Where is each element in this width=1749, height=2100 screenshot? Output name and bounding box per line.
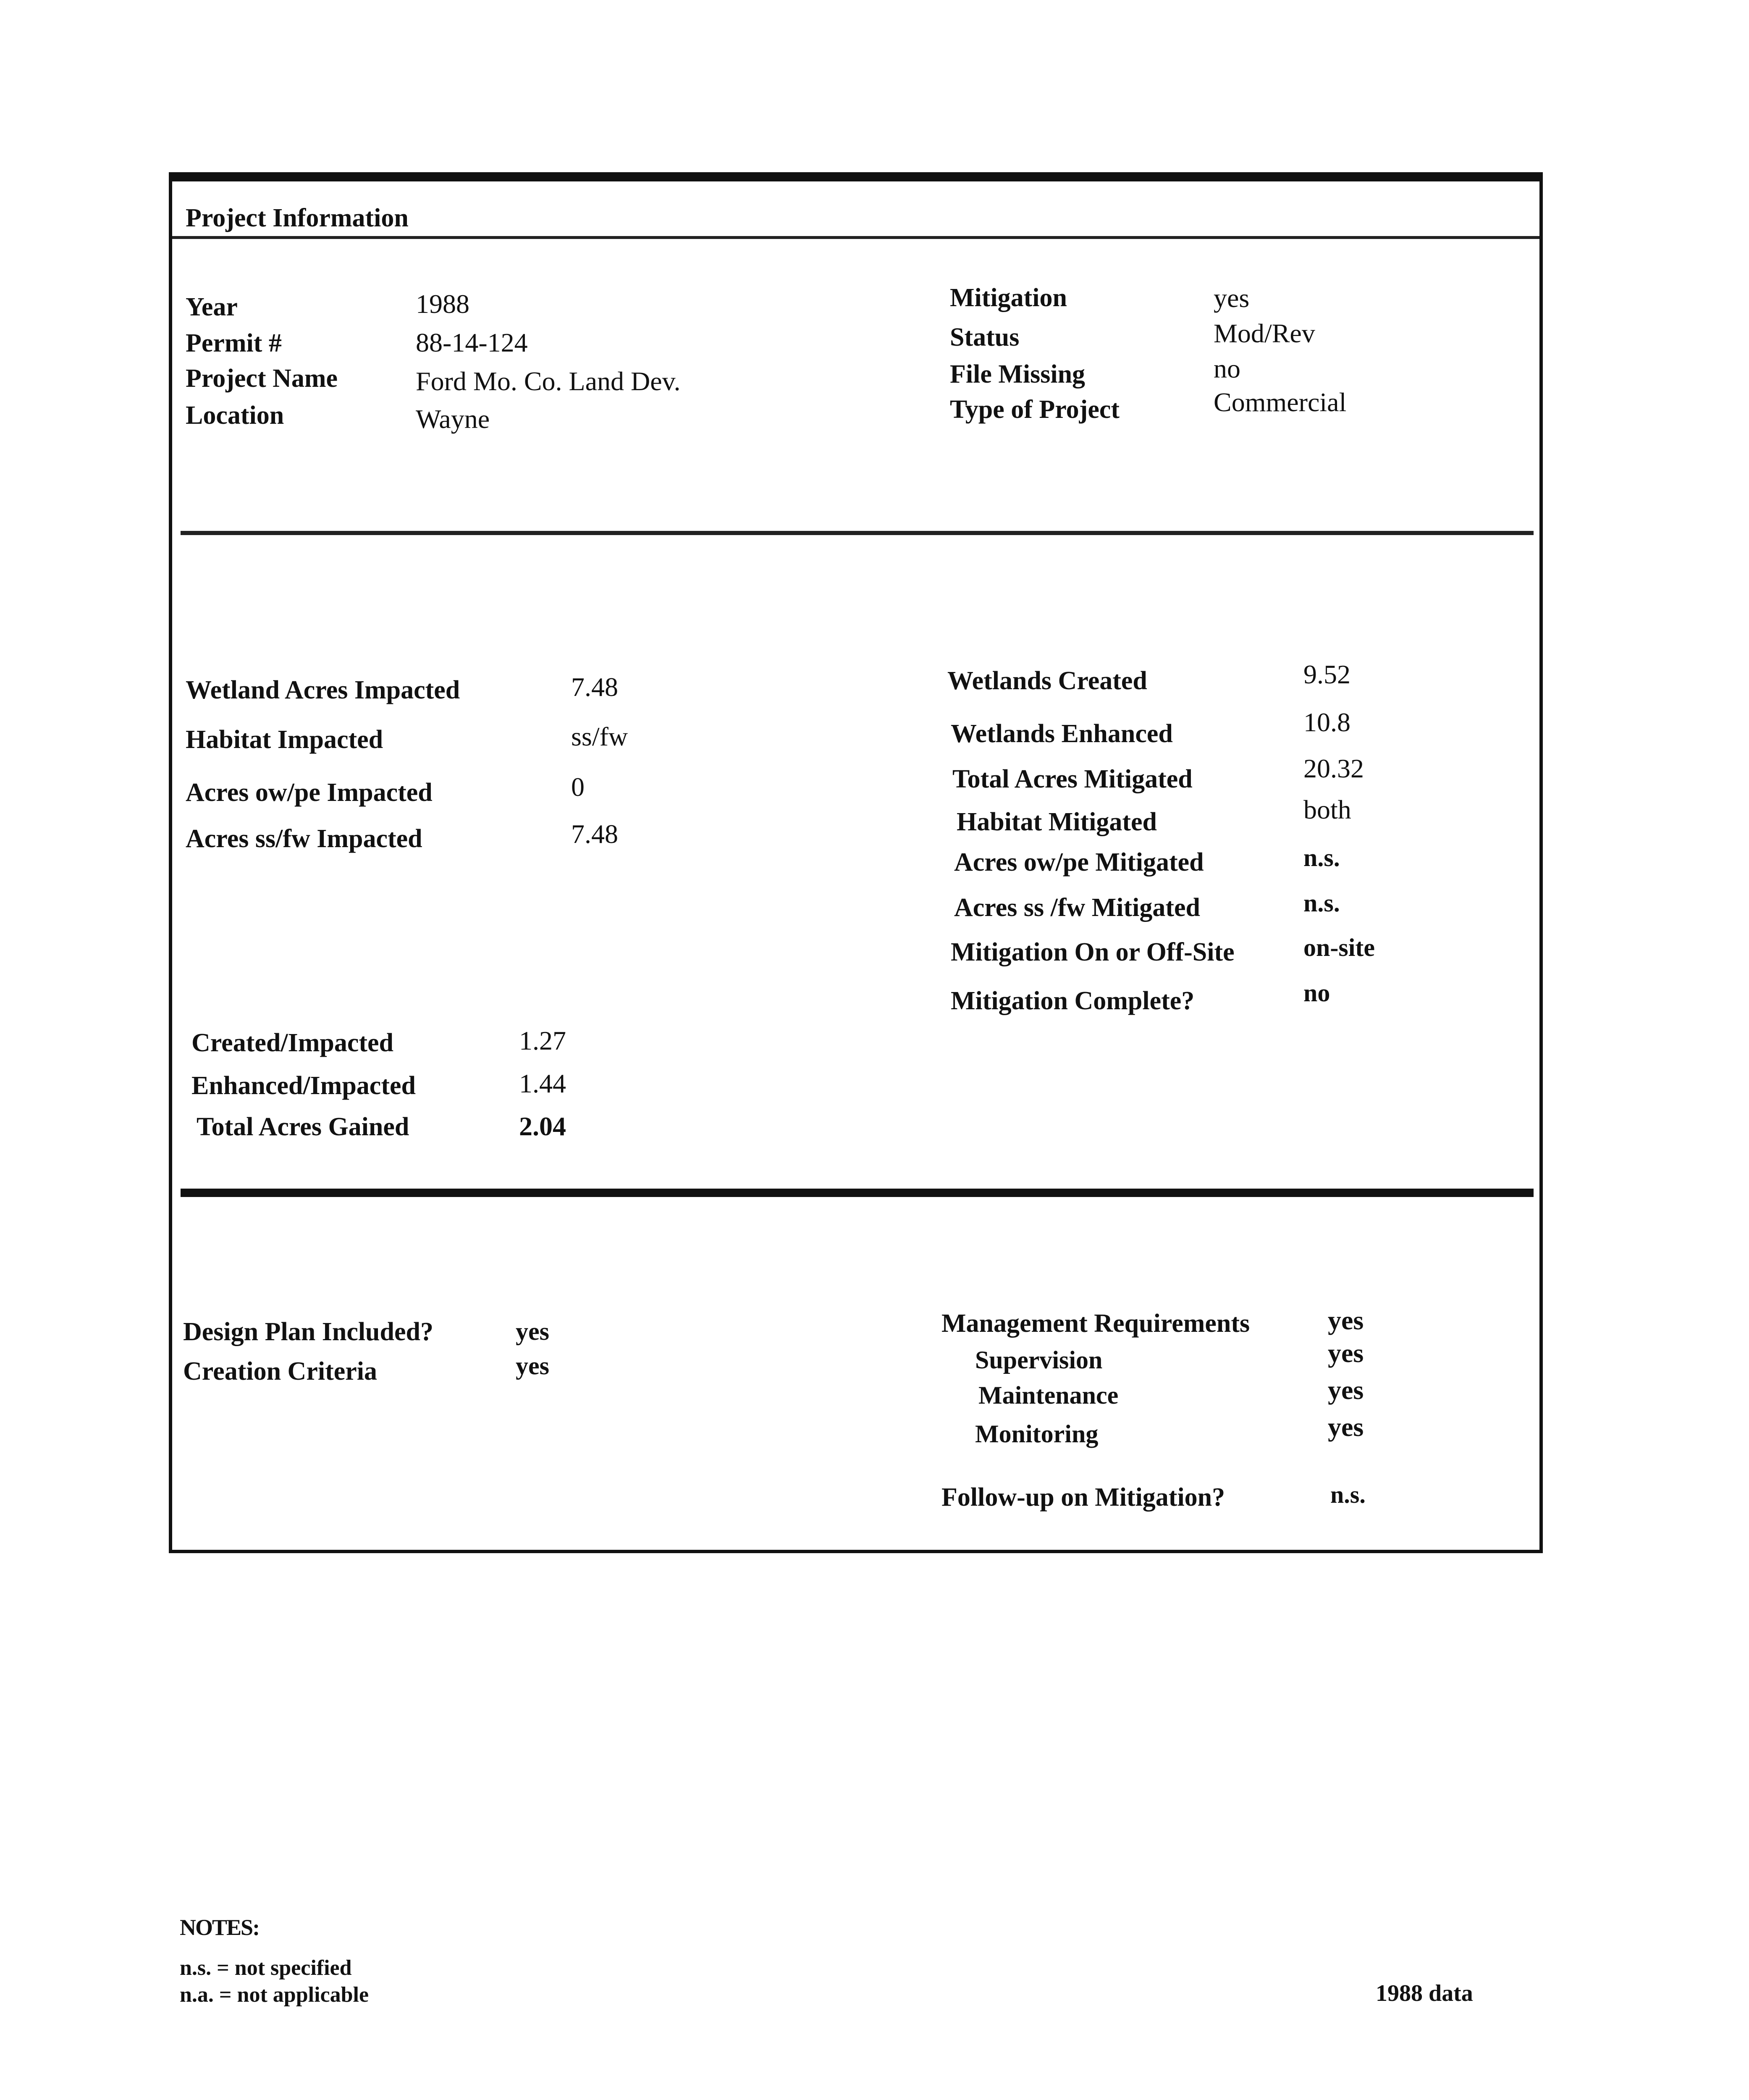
monitoring-label: Monitoring	[975, 1420, 1099, 1448]
acres-owpe-mitigated-label: Acres ow/pe Mitigated	[954, 848, 1204, 877]
total-acres-gained-label: Total Acres Gained	[197, 1113, 409, 1141]
wetlands-enhanced-value: 10.8	[1303, 707, 1350, 737]
habitat-impacted-value: ss/fw	[571, 722, 628, 751]
header-divider	[172, 236, 1539, 239]
year-label: Year	[186, 293, 238, 321]
enhanced-impacted-value: 1.44	[519, 1068, 566, 1098]
note-line-2: n.a. = not applicable	[180, 1983, 369, 2007]
file-missing-value: no	[1214, 354, 1240, 383]
wetlands-created-value: 9.52	[1303, 659, 1350, 689]
status-label: Status	[950, 323, 1020, 352]
acres-ssfw-impacted-label: Acres ss/fw Impacted	[186, 824, 422, 853]
wetlands-enhanced-label: Wetlands Enhanced	[951, 719, 1173, 748]
created-impacted-value: 1.27	[519, 1026, 566, 1055]
mitigation-value: yes	[1214, 283, 1250, 313]
permit-value: 88-14-124	[416, 328, 528, 357]
followup-label: Follow-up on Mitigation?	[941, 1483, 1225, 1512]
supervision-label: Supervision	[975, 1346, 1103, 1374]
management-value: yes	[1328, 1305, 1364, 1335]
permit-label: Permit #	[186, 329, 282, 357]
followup-value: n.s.	[1330, 1481, 1366, 1508]
mitigation-site-value: on-site	[1303, 934, 1375, 961]
status-value: Mod/Rev	[1214, 318, 1315, 348]
section-title: Project Information	[186, 204, 409, 232]
maintenance-label: Maintenance	[978, 1381, 1119, 1409]
section-divider-1	[181, 531, 1534, 535]
note-line-1: n.s. = not specified	[180, 1956, 352, 1980]
creation-criteria-value: yes	[516, 1352, 549, 1380]
supervision-value: yes	[1328, 1338, 1364, 1368]
mitigation-site-label: Mitigation On or Off-Site	[951, 938, 1235, 966]
acres-owpe-mitigated-value: n.s.	[1303, 844, 1340, 872]
project-name-label: Project Name	[186, 364, 338, 393]
mitigation-complete-label: Mitigation Complete?	[951, 987, 1195, 1015]
wetland-acres-impacted-label: Wetland Acres Impacted	[186, 676, 460, 704]
habitat-mitigated-value: both	[1303, 795, 1351, 824]
acres-owpe-impacted-value: 0	[571, 772, 585, 802]
creation-criteria-label: Creation Criteria	[183, 1357, 377, 1386]
file-missing-label: File Missing	[950, 360, 1086, 388]
design-plan-value: yes	[516, 1318, 549, 1345]
data-year: 1988 data	[1376, 1980, 1473, 2006]
acres-ssfw-mitigated-label: Acres ss /fw Mitigated	[954, 893, 1201, 922]
monitoring-value: yes	[1328, 1412, 1364, 1442]
mitigation-label: Mitigation	[950, 284, 1067, 312]
acres-ssfw-impacted-value: 7.48	[571, 819, 618, 849]
total-acres-mitigated-value: 20.32	[1303, 753, 1364, 783]
location-label: Location	[186, 401, 284, 430]
top-rule	[169, 172, 1543, 181]
total-acres-mitigated-label: Total Acres Mitigated	[952, 765, 1193, 793]
project-type-value: Commercial	[1214, 387, 1347, 417]
acres-owpe-impacted-label: Acres ow/pe Impacted	[186, 778, 433, 807]
management-label: Management Requirements	[941, 1309, 1250, 1338]
design-plan-label: Design Plan Included?	[183, 1318, 434, 1346]
project-type-label: Type of Project	[950, 395, 1120, 424]
section-divider-2	[181, 1189, 1534, 1197]
acres-ssfw-mitigated-value: n.s.	[1303, 889, 1340, 917]
mitigation-complete-value: no	[1303, 979, 1330, 1007]
wetlands-created-label: Wetlands Created	[947, 667, 1147, 695]
location-value: Wayne	[416, 404, 490, 434]
wetland-acres-impacted-value: 7.48	[571, 672, 618, 702]
notes-heading: NOTES:	[180, 1915, 260, 1940]
created-impacted-label: Created/Impacted	[191, 1029, 393, 1057]
enhanced-impacted-label: Enhanced/Impacted	[191, 1071, 416, 1100]
habitat-mitigated-label: Habitat Mitigated	[957, 808, 1157, 836]
maintenance-value: yes	[1328, 1375, 1364, 1405]
total-acres-gained-value: 2.04	[519, 1111, 566, 1141]
project-name-value: Ford Mo. Co. Land Dev.	[416, 366, 681, 396]
habitat-impacted-label: Habitat Impacted	[186, 725, 383, 754]
year-value: 1988	[416, 289, 469, 319]
